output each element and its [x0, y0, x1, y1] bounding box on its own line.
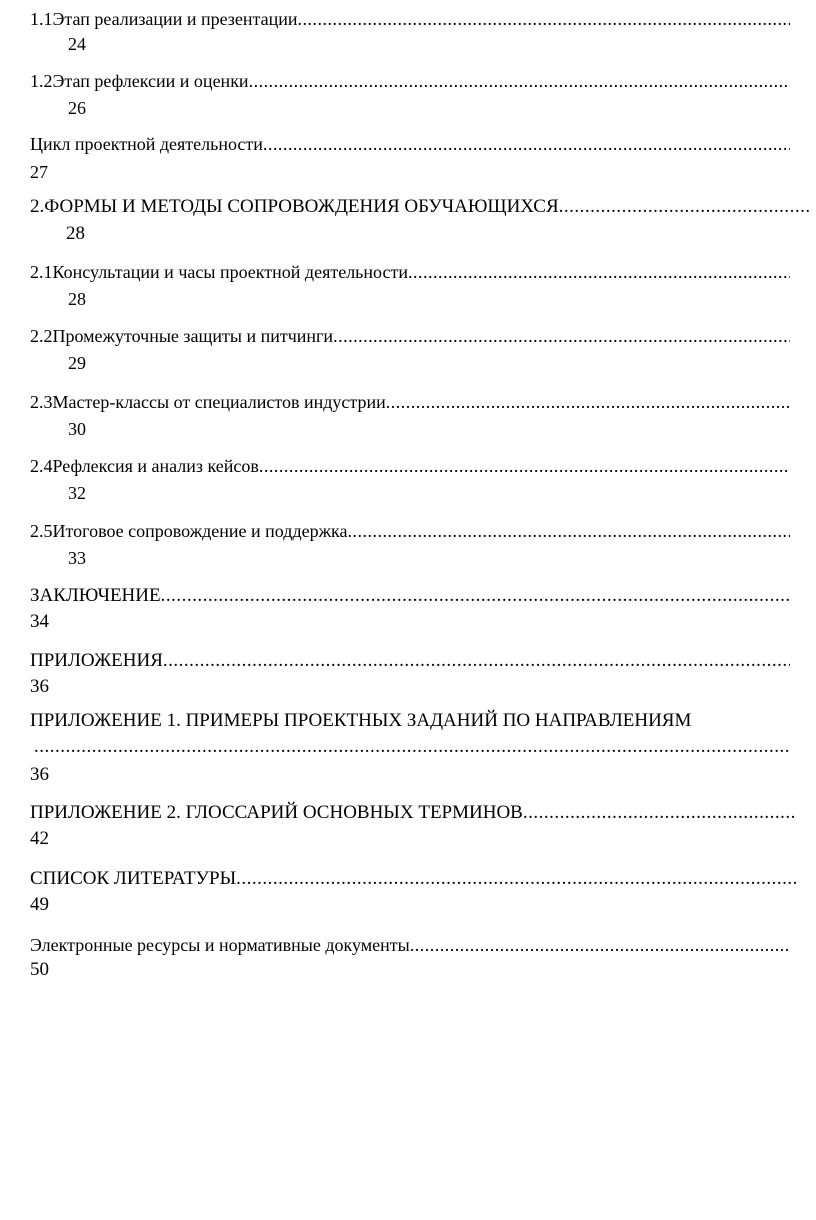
toc-entry-title: Этап рефлексии и оценки — [52, 71, 249, 91]
toc-entry-page: 27 — [30, 162, 48, 182]
toc-leader-dots — [249, 68, 790, 94]
toc-entry-page: 34 — [30, 611, 49, 632]
toc-entry-title: Промежуточные защиты и питчинги — [52, 326, 334, 346]
toc-leader-dots — [34, 734, 790, 760]
toc-leader-dots — [161, 583, 790, 609]
toc-entry-page: 28 — [66, 223, 85, 244]
toc-leader-dots — [298, 6, 790, 32]
toc-entry-title: Мастер-классы от специалистов индустрии — [52, 392, 386, 412]
toc-entry-title: ПРИЛОЖЕНИЕ 2. ГЛОССАРИЙ ОСНОВНЫХ ТЕРМИНОВ — [30, 802, 523, 823]
toc-leader-dots — [408, 259, 790, 285]
toc-entry-title: ПРИЛОЖЕНИЕ 1. ПРИМЕРЫ ПРОЕКТНЫХ ЗАДАНИЙ ПО НАПРАВЛЕНИЯМ — [30, 710, 692, 731]
toc-entry-page: 42 — [30, 828, 49, 849]
toc-entry-number: 2. — [30, 196, 45, 217]
toc-entry-number: 2.5 — [30, 521, 53, 541]
toc-entry-page: 49 — [30, 894, 49, 915]
toc-leader-dots — [333, 323, 790, 349]
toc-entry-title: Цикл проектной деятельности — [30, 134, 263, 154]
toc-entry-title: Электронные ресурсы и нормативные документы — [30, 935, 410, 955]
toc-entry-title: Рефлексия и анализ кейсов — [52, 456, 259, 476]
toc-leader-dots — [523, 800, 796, 826]
toc-entry-page: 26 — [68, 98, 86, 118]
toc-leader-dots — [559, 194, 812, 220]
toc-entry-number: 2.3 — [30, 392, 53, 412]
toc-entry-number: 2.2 — [30, 326, 53, 346]
toc-entry-number: 2.1 — [30, 262, 53, 282]
toc-entry-page: 24 — [68, 34, 86, 54]
toc-entry-page: 33 — [68, 548, 86, 568]
toc-leader-dots — [348, 518, 791, 544]
toc-entry-number: 1.2 — [30, 71, 53, 91]
toc-entry-title: ПРИЛОЖЕНИЯ — [30, 650, 163, 671]
toc-entry-title: ЗАКЛЮЧЕНИЕ — [30, 585, 161, 606]
toc-entry-page: 32 — [68, 483, 86, 503]
toc-entry-page: 29 — [68, 353, 86, 373]
toc-entry-page: 36 — [30, 676, 49, 697]
toc-entry-title: СПИСОК ЛИТЕРАТУРЫ — [30, 868, 237, 889]
toc-leader-dots — [236, 866, 796, 892]
toc-entry-page: 36 — [30, 764, 49, 785]
toc-entry-title: ФОРМЫ И МЕТОДЫ СОПРОВОЖДЕНИЯ ОБУЧАЮЩИХСЯ — [44, 196, 559, 217]
toc-leader-dots — [410, 932, 790, 958]
toc-leader-dots — [259, 453, 790, 479]
toc-entry-number: 1.1 — [30, 9, 53, 29]
toc-leader-dots — [163, 648, 790, 674]
toc-leader-dots — [386, 389, 790, 415]
toc-entry-page: 30 — [68, 419, 86, 439]
toc-entry-title: Этап реализации и презентации — [52, 9, 298, 29]
toc-entry-page: 28 — [68, 289, 86, 309]
toc-entry-number: 2.4 — [30, 456, 53, 476]
toc-entry-title: Итоговое сопровождение и поддержка — [52, 521, 348, 541]
toc-leader-dots — [263, 131, 790, 157]
toc-entry-page: 50 — [30, 959, 49, 980]
toc-entry-title: Консультации и часы проектной деятельности — [52, 262, 408, 282]
